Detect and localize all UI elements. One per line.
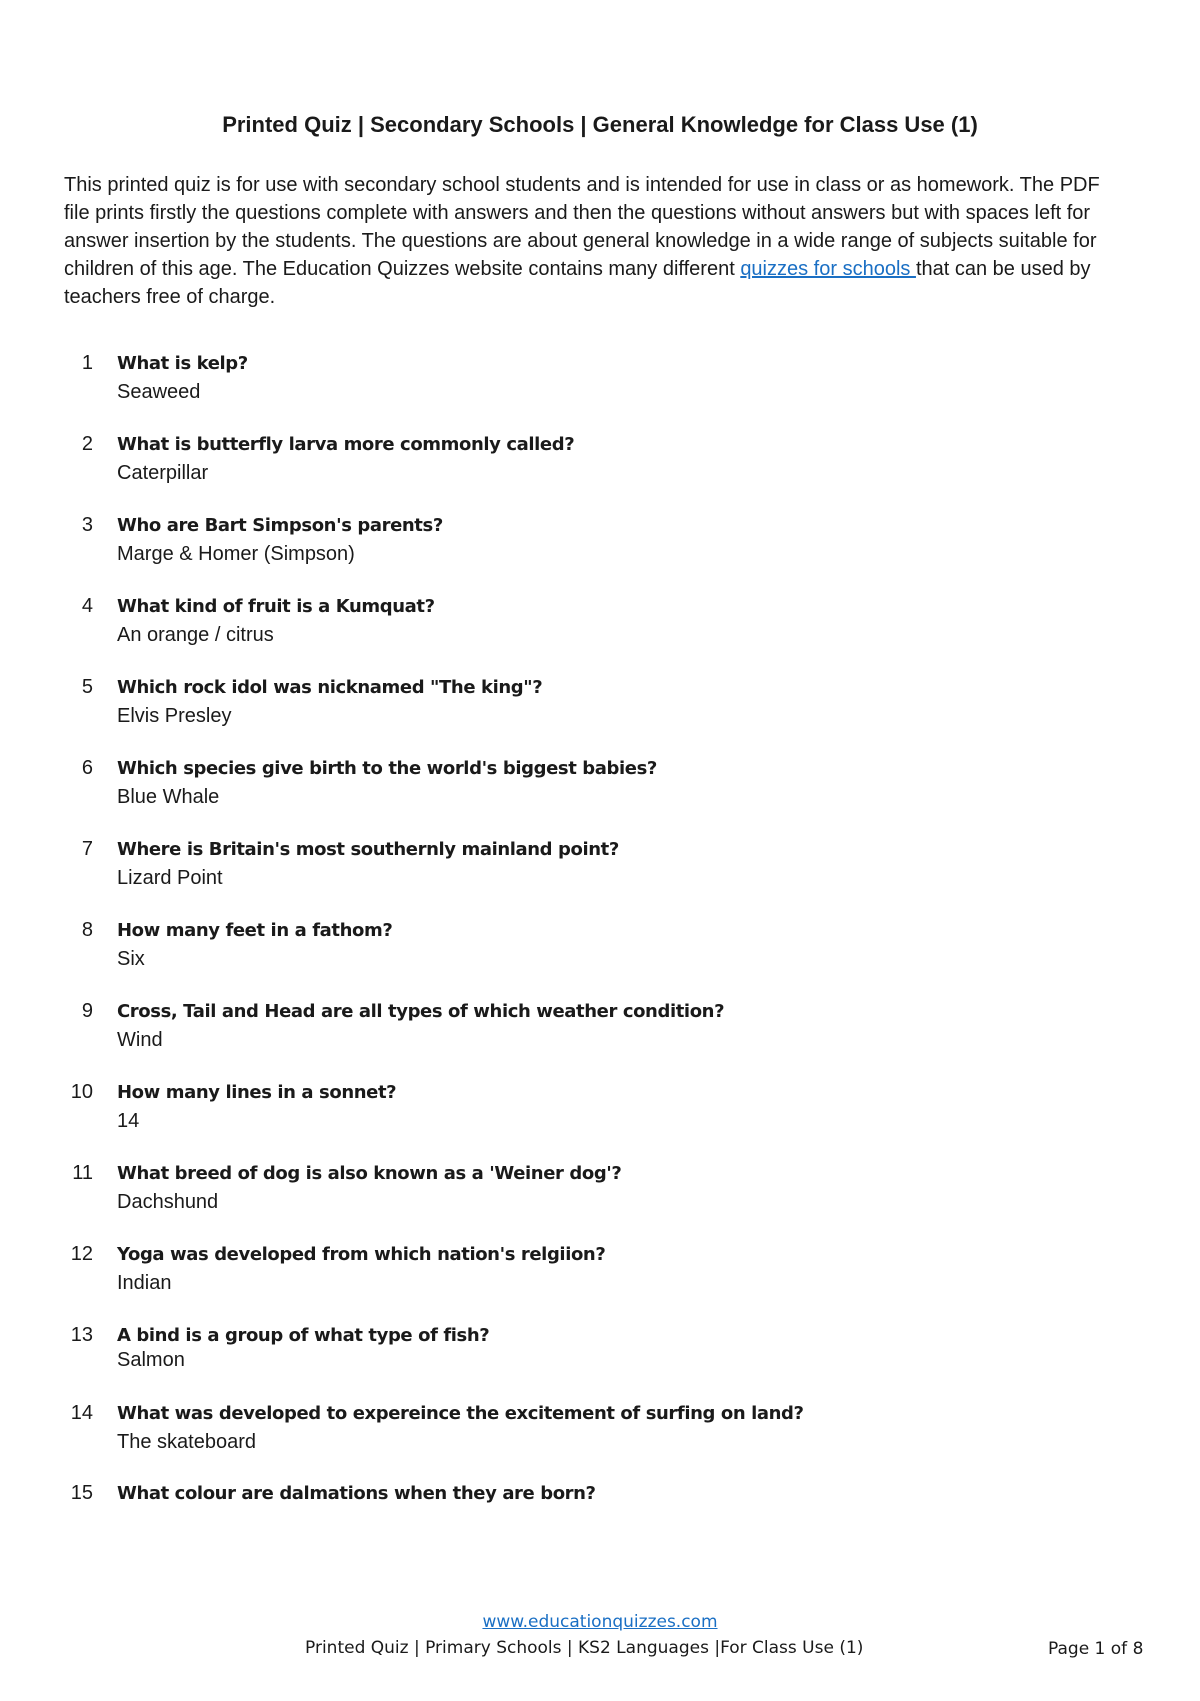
page-title: Printed Quiz | Secondary Schools | General Knowledge for Class Use (1) bbox=[222, 112, 978, 137]
answer-text: Elvis Presley bbox=[117, 705, 232, 727]
question-number: 13 bbox=[70, 1324, 93, 1346]
question-text: What breed of dog is also known as a 'Weiner dog'? bbox=[117, 1163, 622, 1184]
question-text: Who are Bart Simpson's parents? bbox=[117, 515, 443, 536]
question-number: 2 bbox=[81, 433, 93, 455]
question-text: Yoga was developed from which nation's relgiion? bbox=[117, 1244, 606, 1265]
website-link[interactable]: www.educationquizzes.com bbox=[482, 1612, 718, 1632]
question-number: 7 bbox=[81, 838, 93, 860]
question-item bbox=[0, 595, 1200, 675]
question-number: 4 bbox=[81, 595, 93, 617]
question-number: 11 bbox=[72, 1162, 93, 1184]
answer-text: Seaweed bbox=[117, 381, 201, 403]
question-number: 15 bbox=[70, 1482, 93, 1504]
answer-text: 14 bbox=[117, 1110, 140, 1132]
question-text: Where is Britain's most southernly mainland point? bbox=[117, 839, 619, 860]
question-item bbox=[0, 1243, 1200, 1323]
question-item bbox=[0, 1081, 1200, 1161]
answer-text: An orange / citrus bbox=[117, 624, 274, 646]
question-text: What is butterfly larva more commonly called? bbox=[117, 434, 575, 455]
quizzes-for-schools-link[interactable]: quizzes for schools bbox=[740, 258, 916, 280]
question-item bbox=[0, 838, 1200, 918]
question-item bbox=[0, 1324, 1200, 1404]
question-number: 3 bbox=[81, 514, 93, 536]
question-text: Cross, Tail and Head are all types of which weather condition? bbox=[117, 1001, 725, 1022]
question-item bbox=[0, 676, 1200, 756]
question-number: 5 bbox=[81, 676, 93, 698]
question-text: Which rock idol was nicknamed "The king"? bbox=[117, 677, 543, 698]
question-text: What colour are dalmations when they are born? bbox=[117, 1483, 596, 1504]
page-number: Page 1 of 8 bbox=[1048, 1639, 1144, 1659]
question-item bbox=[0, 433, 1200, 513]
question-text: Which species give birth to the world's biggest babies? bbox=[117, 758, 657, 779]
question-text: What is kelp? bbox=[117, 353, 248, 374]
answer-text: Lizard Point bbox=[117, 867, 223, 889]
answer-text: Marge & Homer (Simpson) bbox=[117, 543, 355, 565]
question-text: What was developed to expereince the excitement of surfing on land? bbox=[117, 1403, 804, 1424]
question-text: What kind of fruit is a Kumquat? bbox=[117, 596, 435, 617]
intro-text: This printed quiz is for use with secondary school students and is intended for use in class or as homework. The PDF file prints firstly the questions complete with answers and then the questions without answers but with spaces left for answer insertion by the students. The questions are about general knowledge in a wide range of subjects suitable for children of this age. The Education Quizzes website contains many different bbox=[64, 174, 1100, 280]
question-item bbox=[0, 1000, 1200, 1080]
question-number: 12 bbox=[70, 1243, 93, 1265]
footer-website bbox=[0, 1612, 1200, 1632]
question-text: How many lines in a sonnet? bbox=[117, 1082, 397, 1103]
question-number: 14 bbox=[70, 1402, 93, 1424]
question-item bbox=[0, 514, 1200, 594]
question-item bbox=[0, 757, 1200, 837]
intro-text-end: that can be used by teachers free of charge. bbox=[64, 258, 1091, 308]
question-item bbox=[0, 1402, 1200, 1482]
answer-text: Six bbox=[117, 948, 145, 970]
answer-text: Wind bbox=[117, 1029, 163, 1051]
question-text: A bind is a group of what type of fish? bbox=[117, 1325, 490, 1346]
answer-text: Caterpillar bbox=[117, 462, 209, 484]
question-number: 9 bbox=[81, 1000, 93, 1022]
question-number: 1 bbox=[81, 352, 93, 374]
question-item bbox=[0, 919, 1200, 999]
question-item bbox=[0, 1482, 1200, 1562]
answer-text: The skateboard bbox=[117, 1431, 256, 1453]
question-text: How many feet in a fathom? bbox=[117, 920, 393, 941]
question-item bbox=[0, 352, 1200, 432]
answer-text: Dachshund bbox=[117, 1191, 219, 1213]
answer-text: Indian bbox=[117, 1272, 172, 1294]
question-number: 8 bbox=[81, 919, 93, 941]
question-number: 6 bbox=[81, 757, 93, 779]
answer-text: Salmon bbox=[117, 1349, 185, 1371]
footer-title: Printed Quiz | Primary Schools | KS2 Languages |For Class Use (1) bbox=[305, 1638, 864, 1658]
question-item bbox=[0, 1162, 1200, 1242]
intro-paragraph bbox=[64, 171, 1124, 311]
question-number: 10 bbox=[70, 1081, 93, 1103]
answer-text: Blue Whale bbox=[117, 786, 220, 808]
